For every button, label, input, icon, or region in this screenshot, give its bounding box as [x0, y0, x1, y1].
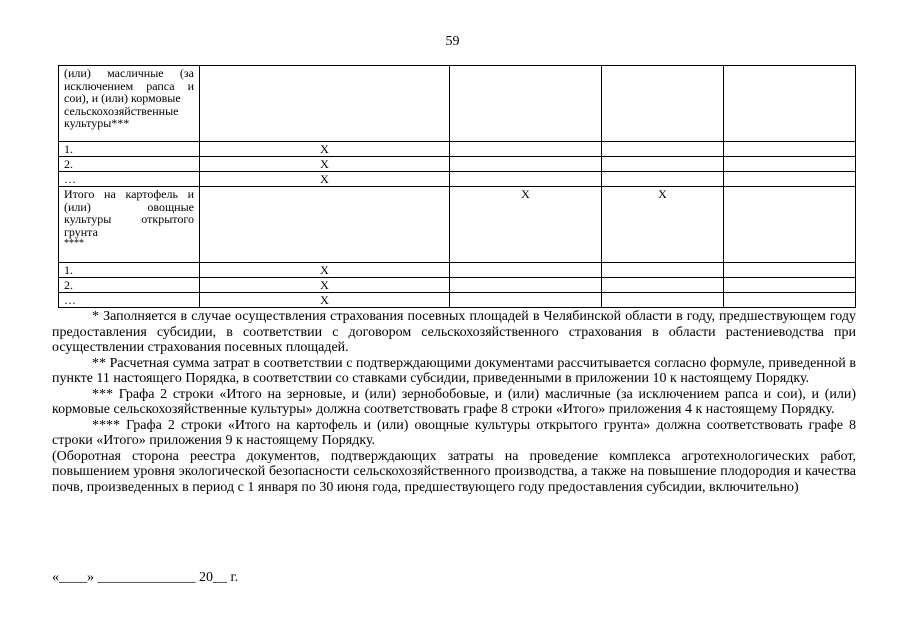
- x-mark: Х: [200, 157, 450, 172]
- table-row-total: [59, 187, 856, 263]
- cell: [724, 157, 856, 172]
- row-label-line: (или) овощные: [64, 199, 194, 214]
- cell: [724, 142, 856, 157]
- cell: [200, 187, 450, 263]
- row-label-line: Итого на картофель и: [64, 187, 194, 201]
- cell: [450, 263, 602, 278]
- date-signature-line: «____» ______________ 20__ г.: [52, 570, 239, 585]
- row-label: [59, 187, 200, 263]
- table-row: [59, 263, 856, 278]
- cell: [450, 66, 602, 142]
- reverse-side-note: (Оборотная сторона реестра документов, подтверждающих затраты на проведение комплекса агротехнологических работ, повышением уровня экологической безопасности сельскохозяйственного производства, а также на повышение плодородия и качества почв, произведенных в период с 1 января по 30 июня года, предшествующего году предоставления субсидии, включительно): [52, 448, 856, 495]
- cell: [200, 66, 450, 142]
- footnotes: [52, 309, 856, 495]
- row-label-line: сои), и (или) кормовые: [64, 91, 181, 105]
- footnote-1: * Заполняется в случае осуществления страхования посевных площадей в Челябинской области в году, предшествующем году предоставления субсидии, в соответствии с договором сельскохозяйственного страхования в области растениеводства при осуществлении страхования посевных площадей.: [52, 309, 856, 355]
- table-row: [59, 293, 856, 308]
- row-label-line: сельскохозяйственные: [64, 103, 179, 118]
- cell: [450, 142, 602, 157]
- cell: [602, 278, 724, 293]
- x-mark: Х: [200, 263, 450, 278]
- row-label-line: культуры открытого: [64, 212, 194, 226]
- x-mark: Х: [200, 172, 450, 187]
- cell: [602, 157, 724, 172]
- row-label: [59, 66, 200, 142]
- x-mark: Х: [450, 187, 602, 263]
- cell: [602, 293, 724, 308]
- cell: [450, 293, 602, 308]
- table-row: [59, 157, 856, 172]
- table-row: [59, 172, 856, 187]
- x-mark: Х: [602, 187, 724, 263]
- cell: [724, 278, 856, 293]
- cell: [450, 157, 602, 172]
- documents-table: [58, 65, 856, 308]
- x-mark: Х: [200, 278, 450, 293]
- row-number: 2.: [59, 157, 200, 172]
- cell: [450, 278, 602, 293]
- table-row: [59, 142, 856, 157]
- row-label-line: грунта: [64, 224, 98, 239]
- table-row: [59, 278, 856, 293]
- cell: [724, 172, 856, 187]
- footnote-2: ** Расчетная сумма затрат в соответствии с подтверждающими документами рассчитывается согласно формуле, приведенной в пункте 11 настоящего Порядка, в соответствии со ставками субсидии, приведенными в приложении 10 к настоящему Порядку.: [52, 355, 856, 386]
- row-number: 2.: [59, 278, 200, 293]
- cell: [602, 263, 724, 278]
- row-label-line: ****: [64, 238, 84, 249]
- x-mark: Х: [200, 142, 450, 157]
- row-label-line: (или) масличные (за: [64, 66, 194, 80]
- row-label-line: культуры***: [64, 116, 130, 130]
- cell: [602, 142, 724, 157]
- footnote-4: **** Графа 2 строки «Итого на картофель и (или) овощные культуры открытого грунта» должна соответствовать графе 8 строки «Итого» приложения 9 к настоящему Порядку.: [52, 417, 856, 448]
- cell: [602, 172, 724, 187]
- row-number: …: [59, 293, 200, 308]
- cell: [724, 66, 856, 142]
- x-mark: Х: [200, 293, 450, 308]
- footnote-3: *** Графа 2 строки «Итого на зерновые, и (или) зернобобовые, и (или) масличные (за исключением рапса и сои), и (или) кормовые сельскохозяйственные культуры» должна соответствовать графе 8 строки «Итого» приложения 4 к настоящему Порядку.: [52, 386, 856, 417]
- cell: [724, 187, 856, 263]
- row-label-line: исключением рапса и: [64, 78, 194, 93]
- cell: [724, 263, 856, 278]
- row-number: 1.: [59, 263, 200, 278]
- cell: [602, 66, 724, 142]
- cell: [450, 172, 602, 187]
- cell: [724, 293, 856, 308]
- page-number: 59: [445, 34, 460, 49]
- row-number: …: [59, 172, 200, 187]
- table-row-category: [59, 66, 856, 142]
- row-number: 1.: [59, 142, 200, 157]
